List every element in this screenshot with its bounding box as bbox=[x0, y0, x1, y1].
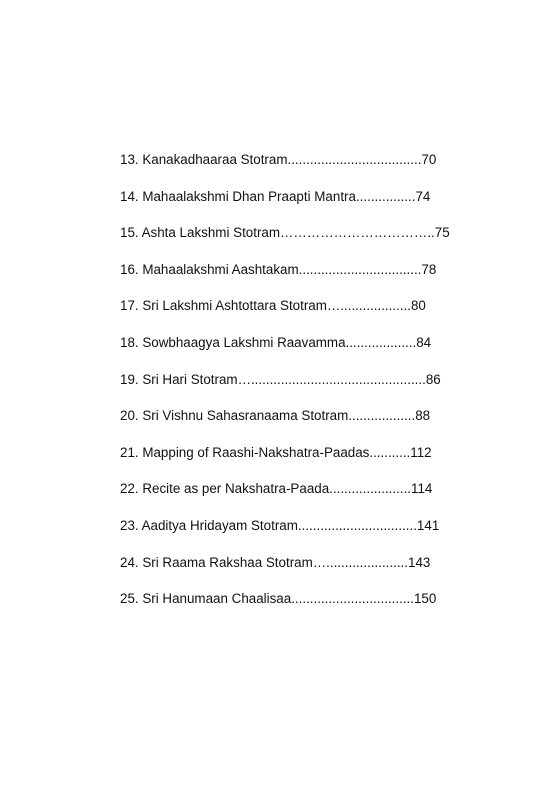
toc-entry: 15. Ashta Lakshmi Stotram……………………………..75 bbox=[120, 225, 450, 241]
toc-entry: 25. Sri Hanumaan Chaalisaa.................................150 bbox=[120, 591, 437, 607]
toc-entry: 16. Mahaalakshmi Aashtakam.................................78 bbox=[120, 261, 437, 277]
toc-entry: 22. Recite as per Nakshatra-Paada......................114 bbox=[120, 481, 433, 497]
toc-entry: 14. Mahaalakshmi Dhan Praapti Mantra................74 bbox=[120, 188, 431, 204]
toc-entry: 17. Sri Lakshmi Ashtottara Stotram…...................80 bbox=[120, 298, 426, 314]
toc-entry: 20. Sri Vishnu Sahasranaama Stotram..................88 bbox=[120, 408, 431, 424]
toc-entry: 13. Kanakadhaaraa Stotram....................................70 bbox=[120, 152, 437, 167]
table-of-contents bbox=[120, 150, 450, 626]
toc-entry: 21. Mapping of Raashi-Nakshatra-Paadas...........112 bbox=[120, 444, 432, 460]
toc-entry: 24. Sri Raama Rakshaa Stotram…......................143 bbox=[120, 554, 431, 570]
toc-entry: 18. Sowbhaagya Lakshmi Raavamma...................84 bbox=[120, 334, 432, 350]
toc-entry: 19. Sri Hari Stotram…...............................................86 bbox=[120, 371, 441, 387]
toc-entry: 23. Aaditya Hridayam Stotram................................141 bbox=[120, 517, 440, 533]
